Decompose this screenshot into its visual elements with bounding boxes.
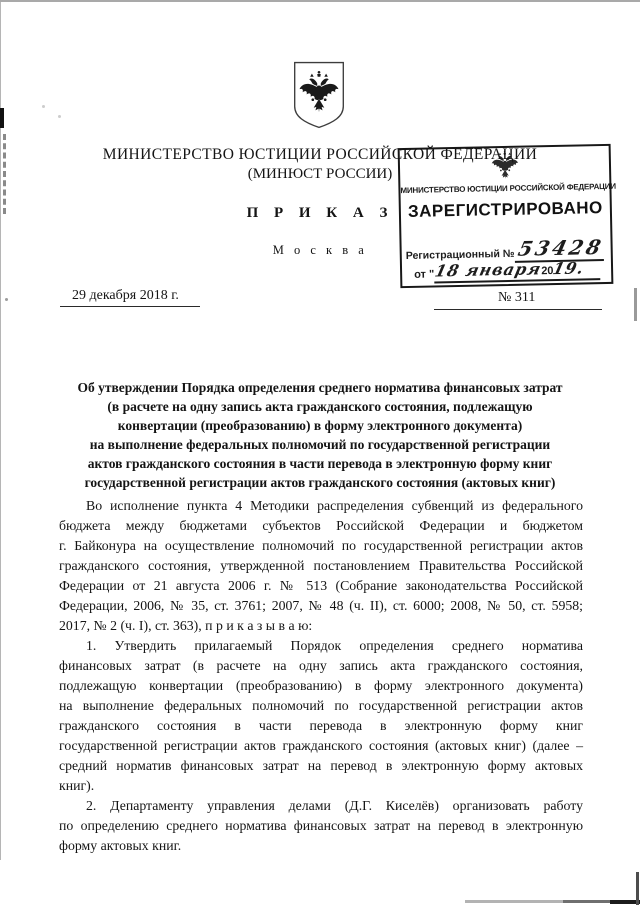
text-line: форму актовых книг. [59,838,182,853]
text-line: 1. Утвердить прилагаемый Порядок определения среднего норматива [86,638,583,653]
text-line: 2. Департаменту управления делами (Д.Г. Киселёв) организовать работу [86,798,583,813]
text-line: конвертации (преобразованию) в форму электронного документа) [117,418,523,433]
stamp-reg-number-label: Регистрационный № [405,247,515,263]
scan-artifact-left-mark [0,108,4,128]
text-line: Об утверждении Порядка определения среднего норматива финансовых затрат [77,380,563,395]
text-line: Федерации, 2006, № 35, ст. 3761; 2007, № 48 (ч. II), ст. 6000; 2008, № 50, ст. 5958; [59,598,583,613]
coat-of-arms-emblem [292,60,346,130]
text-line: государственной регистрации актов гражданского состояния (актовых книг) [84,475,556,490]
text-line: Во исполнение пункта 4 Методики распределения субвенций из федерального [86,498,583,513]
document-type-title: П Р И К А З [246,205,394,221]
text-line: на выполнение федеральных полномочий по государственной регистрации [89,437,551,452]
text-line: Федерации от 21 августа 2006 г. № 513 (Собрание законодательства Российской [59,578,583,593]
document-number: № 311 [498,290,536,305]
scan-speck [5,298,8,301]
stamp-reg-number-value: 53428 [515,234,606,261]
stamp-year-printed: 20 [541,265,554,278]
text-line: гражданского состояния в части перевода в электронную форму книг [59,718,583,733]
text-line: 2017, № 2 (ч. I), ст. 363), п р и к а з ы в а ю: [59,618,313,633]
scan-speck [42,105,45,108]
text-line: подлежащую конвертации (преобразованию) в форму электронного документа) [59,678,583,693]
text-line: актов гражданского состояния в части перевода в электронную форму книг [87,456,553,471]
text-line: бюджета между бюджетами субъектов Российской Федерации и бюджетом [59,518,583,533]
stamp-date-field [434,260,600,283]
text-line: книг). [59,778,95,793]
text-line: гражданского состояния, утвержденной постановлением Правительства Российской [59,558,583,573]
order-body [59,496,583,856]
stamp-year-handwritten: 19. [551,258,587,279]
scan-speck [58,115,61,118]
document-date: 29 декабря 2018 г. [72,288,179,303]
scan-artifact-right-edge [636,872,639,905]
shield-eagle-icon [292,60,346,130]
paragraph-preamble [59,496,583,636]
text-line: финансовых затрат (в расчете на одну запись акта гражданского состояния, [59,658,583,673]
stamp-date-row [414,260,600,284]
date-underline [60,306,200,307]
paragraph-item-1 [59,636,583,796]
text-line: г. Байконура на осуществление полномочий по государственной регистрации актов [59,538,583,553]
order-title [58,378,582,492]
scan-artifact-left-border [0,2,1,860]
scan-artifact-right-mark [634,288,637,321]
text-line: средний норматив финансовых затрат на перевод в электронную форму актовых [59,758,583,773]
stamp-registered-label: ЗАРЕГИСТРИРОВАНО [407,198,603,221]
stamp-date-handwritten: 18 января [433,259,544,281]
ministry-short-name: (МИНЮСТ РОССИИ) [247,166,393,182]
number-underline [434,309,602,310]
text-line: (в расчете на одну запись акта гражданского состояния, подлежащую [107,399,533,414]
scan-artifact-top-border [0,0,640,2]
scan-artifact-bottom-line-dark [563,900,611,903]
text-line: государственной регистрации актов гражданского состояния (актовых книг) (далее – [59,738,583,753]
paragraph-item-2 [59,796,583,856]
scan-artifact-bottom-line [465,900,565,903]
stamp-ministry-name: МИНИСТЕРСТВО ЮСТИЦИИ РОССИЙСКОЙ ФЕДЕРАЦИИ [400,181,616,196]
city-label: М о с к в а [272,243,368,257]
text-line: по определению среднего норматива финансовых затрат на перевод в электронную [59,818,583,833]
text-line: на выполнение федеральных полномочий по государственной регистрации актов [59,698,583,713]
ministry-name: МИНИСТЕРСТВО ЮСТИЦИИ РОССИЙСКОЙ ФЕДЕРАЦИИ [102,146,538,163]
stamp-date-prefix: от " [414,268,435,281]
